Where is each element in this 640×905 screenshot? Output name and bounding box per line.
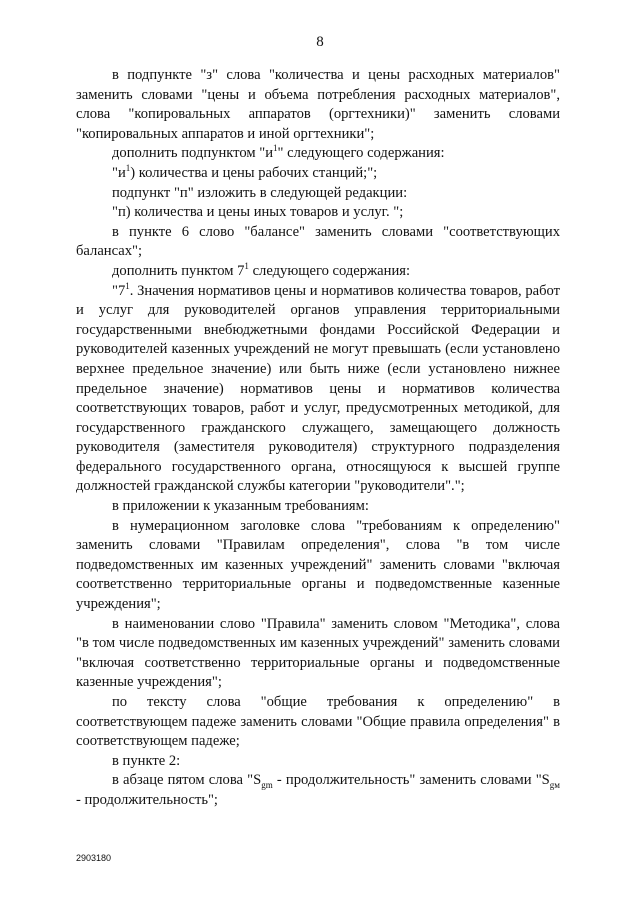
paragraph	[76, 66, 560, 144]
paragraph	[76, 223, 560, 262]
subscript: gм	[549, 780, 560, 791]
text-run: в абзаце пятом слова "S	[112, 772, 262, 789]
paragraph	[76, 771, 560, 810]
text-run: "7	[112, 282, 126, 299]
text-run: дополнить подпунктом "и	[112, 145, 274, 162]
paragraph	[76, 752, 560, 772]
subscript: gm	[261, 780, 273, 791]
text-run: в пункте 6 слово "балансе" заменить словами "соответствующих балансах";	[76, 223, 560, 260]
text-run: в нумерационном заголовке слова "требованиям к определению" заменить словами "Правилам определения", слова "в том числе подведомственных им казенных учреждений" заменить словами "включая соответственно территориальные органы и подведомственные казенные учреждения";	[76, 517, 560, 613]
paragraph	[76, 615, 560, 693]
document-body	[76, 66, 560, 811]
superscript: 1	[244, 261, 249, 272]
text-run: в подпункте "з" слова "количества и цены расходных материалов" заменить словами "цены и объема потребления расходных материалов", слова "копировальных аппаратов (оргтехники)" заменить словами "копировальных аппаратов и иной оргтехники";	[76, 67, 560, 142]
superscript: 1	[125, 280, 130, 291]
text-run: - продолжительность" заменить словами "S	[272, 772, 550, 789]
text-run: по тексту слова "общие требования к определению" в соответствующем падеже заменить словами "Общие правила определения" в соответствующем падеже;	[76, 694, 560, 750]
text-run: в наименовании слово "Правила" заменить словом "Методика", слова "в том числе подведомственных им казенных учреждений" заменить словами "включая соответственно территориальные органы и подведомственные казенные учреждения";	[76, 615, 560, 691]
paragraph	[76, 262, 560, 282]
page-number: 8	[316, 34, 324, 50]
superscript: 1	[125, 163, 131, 174]
text-run: в приложении к указанным требованиям:	[112, 498, 369, 515]
text-run: "и	[112, 164, 126, 181]
paragraph	[76, 497, 560, 517]
text-run: дополнить пунктом 7	[112, 262, 245, 279]
document-code: 2903180	[76, 853, 112, 863]
text-run: . Значения нормативов цены и нормативов количества товаров, работ и услуг для руководителей органов управления территориальными государственными внебюджетными фондами Российской Федерации и руководителей казенных учреждений не могут превышать (если установлено верхнее предельное значение) или быть ниже (если установлено нижнее предельное значение) нормативов цены и нормативов количества соответствующих товаров, работ и услуг, предусмотренных методикой, для государственного гражданского служащего, замещающего должность руководителя (заместителя руководителя) структурного подразделения федерального государственного органа, относящуюся к высшей группе должностей гражданской службы категории "руководители".";	[76, 282, 560, 495]
text-run: "п) количества и цены иных товаров и услуг. ";	[112, 204, 404, 221]
paragraph	[76, 203, 560, 223]
paragraph	[76, 517, 560, 615]
text-run: следующего содержания:	[248, 262, 411, 279]
paragraph	[76, 164, 560, 184]
text-run: в пункте 2:	[112, 752, 181, 769]
paragraph	[76, 184, 560, 204]
text-run: " следующего содержания:	[277, 145, 445, 162]
text-run: подпункт "п" изложить в следующей редакции:	[112, 184, 408, 201]
paragraph	[76, 693, 560, 752]
text-run: ) количества и цены рабочих станций;";	[130, 164, 378, 181]
superscript: 1	[273, 143, 278, 154]
paragraph	[76, 144, 560, 164]
text-run: - продолжительность";	[76, 791, 218, 808]
paragraph	[76, 282, 560, 498]
